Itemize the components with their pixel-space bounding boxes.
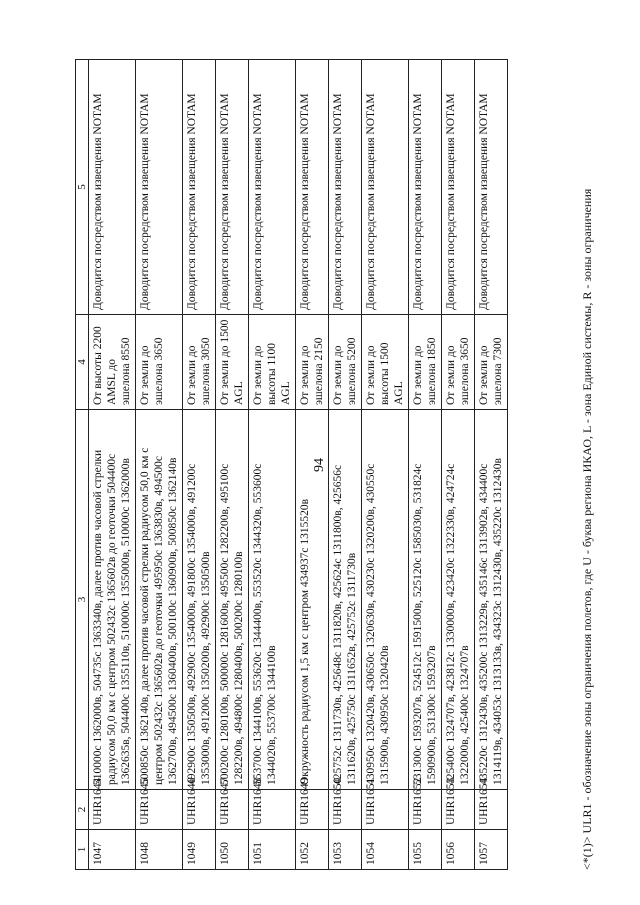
restricted-zones-table bbox=[75, 59, 508, 870]
table-row bbox=[475, 60, 508, 870]
zone-boundaries-cell: 531300с 1593207в, 524512с 1591500в, 525120с 1585030в, 531824с 1590900в, 531300с 1593207в bbox=[409, 410, 442, 790]
row-number-cell: 1053 bbox=[329, 830, 362, 870]
zone-code-cell: UHR1648 bbox=[249, 790, 296, 830]
row-number-cell: 1048 bbox=[136, 830, 183, 870]
zone-boundaries-cell: 430950с 1320420в, 430650с 1320630в, 430230с 1320200в, 430550с 1315900в, 430950с 1320420в bbox=[362, 410, 409, 790]
zone-code-cell: UHR1646 bbox=[183, 790, 216, 830]
activation-method-cell: Доводится посредством извещения NOTAM bbox=[89, 60, 136, 315]
row-number-cell: 1050 bbox=[216, 830, 249, 870]
activation-method-cell: Доводится посредством извещения NOTAM bbox=[296, 60, 329, 315]
zone-boundaries-cell: 492900с 1350500в, 492900с 1354000в, 491800с 1354000в, 491200с 1353000в, 491200с 1350200в, 492900с 1350500в bbox=[183, 410, 216, 790]
activation-method-cell: Доводится посредством извещения NOTAM bbox=[249, 60, 296, 315]
row-number-cell: 1057 bbox=[475, 830, 508, 870]
row-number-cell: 1056 bbox=[442, 830, 475, 870]
table-body bbox=[89, 60, 508, 870]
altitude-limits-cell: От земли до высоты 1500 AGL bbox=[362, 315, 409, 410]
zone-code-cell: UHR1651 bbox=[362, 790, 409, 830]
altitude-limits-cell: От земли до высоты 1100 AGL bbox=[249, 315, 296, 410]
zone-code-cell: UHR1647 bbox=[216, 790, 249, 830]
zone-code-cell: UHR1650 bbox=[329, 790, 362, 830]
zone-boundaries-cell: 500200с 1280100в, 500000с 1281600в, 495500с 1282200в, 495100с 1282200в, 494800с 1280400в, 500200с 1280100в bbox=[216, 410, 249, 790]
header-col-3: 3 bbox=[76, 410, 89, 790]
row-number-cell: 1052 bbox=[296, 830, 329, 870]
altitude-limits-cell: От высоты 2200 AMSL до эшелона 8550 bbox=[89, 315, 136, 410]
altitude-limits-cell: От земли до эшелона 1850 bbox=[409, 315, 442, 410]
header-col-5: 5 bbox=[76, 60, 89, 315]
table-row bbox=[329, 60, 362, 870]
zone-boundaries-cell: 510000с 1362000в, 504735с 1363340в, далее против часовой стрелки радиусом 50,0 км с центром 502432с 1365602в до геоточки 504400с 1362635в, 504400с 1355110в, 510000с 1355000в, 510000с 1362000в bbox=[89, 410, 136, 790]
zone-code-cell: UHR1654 bbox=[475, 790, 508, 830]
table-row bbox=[136, 60, 183, 870]
activation-method-cell: Доводится посредством извещения NOTAM bbox=[183, 60, 216, 315]
page-number: 94 bbox=[312, 458, 327, 472]
table-row bbox=[409, 60, 442, 870]
altitude-limits-cell: От земли до эшелона 7300 bbox=[475, 315, 508, 410]
zone-boundaries-cell: 435220с 1312430в, 435200с 1313229в, 435146с 1313902в, 434400с 1314119в, 434053с 1313133в, 434323с 1312430в, 435220с 1312430в bbox=[475, 410, 508, 790]
row-number-cell: 1049 bbox=[183, 830, 216, 870]
activation-method-cell: Доводится посредством извещения NOTAM bbox=[442, 60, 475, 315]
altitude-limits-cell: От земли до эшелона 2150 bbox=[296, 315, 329, 410]
altitude-limits-cell: От земли до эшелона 3050 bbox=[183, 315, 216, 410]
altitude-limits-cell: От земли до эшелона 3650 bbox=[136, 315, 183, 410]
altitude-limits-cell: От земли до эшелона 5200 bbox=[329, 315, 362, 410]
altitude-limits-cell: От земли до 1500 AGL bbox=[216, 315, 249, 410]
activation-method-cell: Доводится посредством извещения NOTAM bbox=[409, 60, 442, 315]
table-row bbox=[89, 60, 136, 870]
table-row bbox=[216, 60, 249, 870]
row-number-cell: 1055 bbox=[409, 830, 442, 870]
table-header-row bbox=[76, 60, 89, 870]
zone-boundaries-cell: 500850с 1362140в, далее против часовой стрелки радиусом 50,0 км с центром 502432с 1365602в до геоточки 495950с 1363830в, 494500с 1362700в, 494500с 1360400в, 500100с 1360900в, 500850с 1362140в bbox=[136, 410, 183, 790]
table-row bbox=[296, 60, 329, 870]
activation-method-cell: Доводится посредством извещения NOTAM bbox=[475, 60, 508, 315]
zone-boundaries-cell: 553700с 1344100в, 553620с 1344400в, 553520с 1344320в, 553600с 1344020в, 553700с 1344100в bbox=[249, 410, 296, 790]
header-col-1: 1 bbox=[76, 830, 89, 870]
zone-code-cell: UHR1649 bbox=[296, 790, 329, 830]
zone-boundaries-cell: 425752с 1311730в, 425648с 1311820в, 425624с 1311800в, 425656с 1311620в, 425750с 1311652в, 425752с 1311730в bbox=[329, 410, 362, 790]
rotated-content bbox=[75, 30, 595, 870]
table-row bbox=[249, 60, 296, 870]
table-row bbox=[362, 60, 409, 870]
row-number-cell: 1051 bbox=[249, 830, 296, 870]
activation-method-cell: Доводится посредством извещения NOTAM bbox=[136, 60, 183, 315]
table-row bbox=[183, 60, 216, 870]
row-number-cell: 1047 bbox=[89, 830, 136, 870]
zone-code-cell: UHR1653 bbox=[442, 790, 475, 830]
footnote: <*(1)> ULR1 - обозначение зоны ограничения полетов, где U - буква региона ИКАО, L - зона Единой системы, R - зоны ограничения bbox=[580, 188, 594, 870]
activation-method-cell: Доводится посредством извещения NOTAM bbox=[362, 60, 409, 315]
row-number-cell: 1054 bbox=[362, 830, 409, 870]
zone-code-cell: UHR1644 bbox=[89, 790, 136, 830]
zone-code-cell: UHR1645 bbox=[136, 790, 183, 830]
header-col-4: 4 bbox=[76, 315, 89, 410]
zone-boundaries-cell: Окружность радиусом 1,5 км с центром 434937с 1315520в bbox=[296, 410, 329, 790]
table-row bbox=[442, 60, 475, 870]
zone-code-cell: UHR1652 bbox=[409, 790, 442, 830]
zone-boundaries-cell: 425400с 1324707в, 423812с 1330000в, 423420с 1322330в, 424724с 1322000в, 425400с 1324707в bbox=[442, 410, 475, 790]
activation-method-cell: Доводится посредством извещения NOTAM bbox=[329, 60, 362, 315]
activation-method-cell: Доводится посредством извещения NOTAM bbox=[216, 60, 249, 315]
header-col-2: 2 bbox=[76, 790, 89, 830]
altitude-limits-cell: От земли до эшелона 3650 bbox=[442, 315, 475, 410]
